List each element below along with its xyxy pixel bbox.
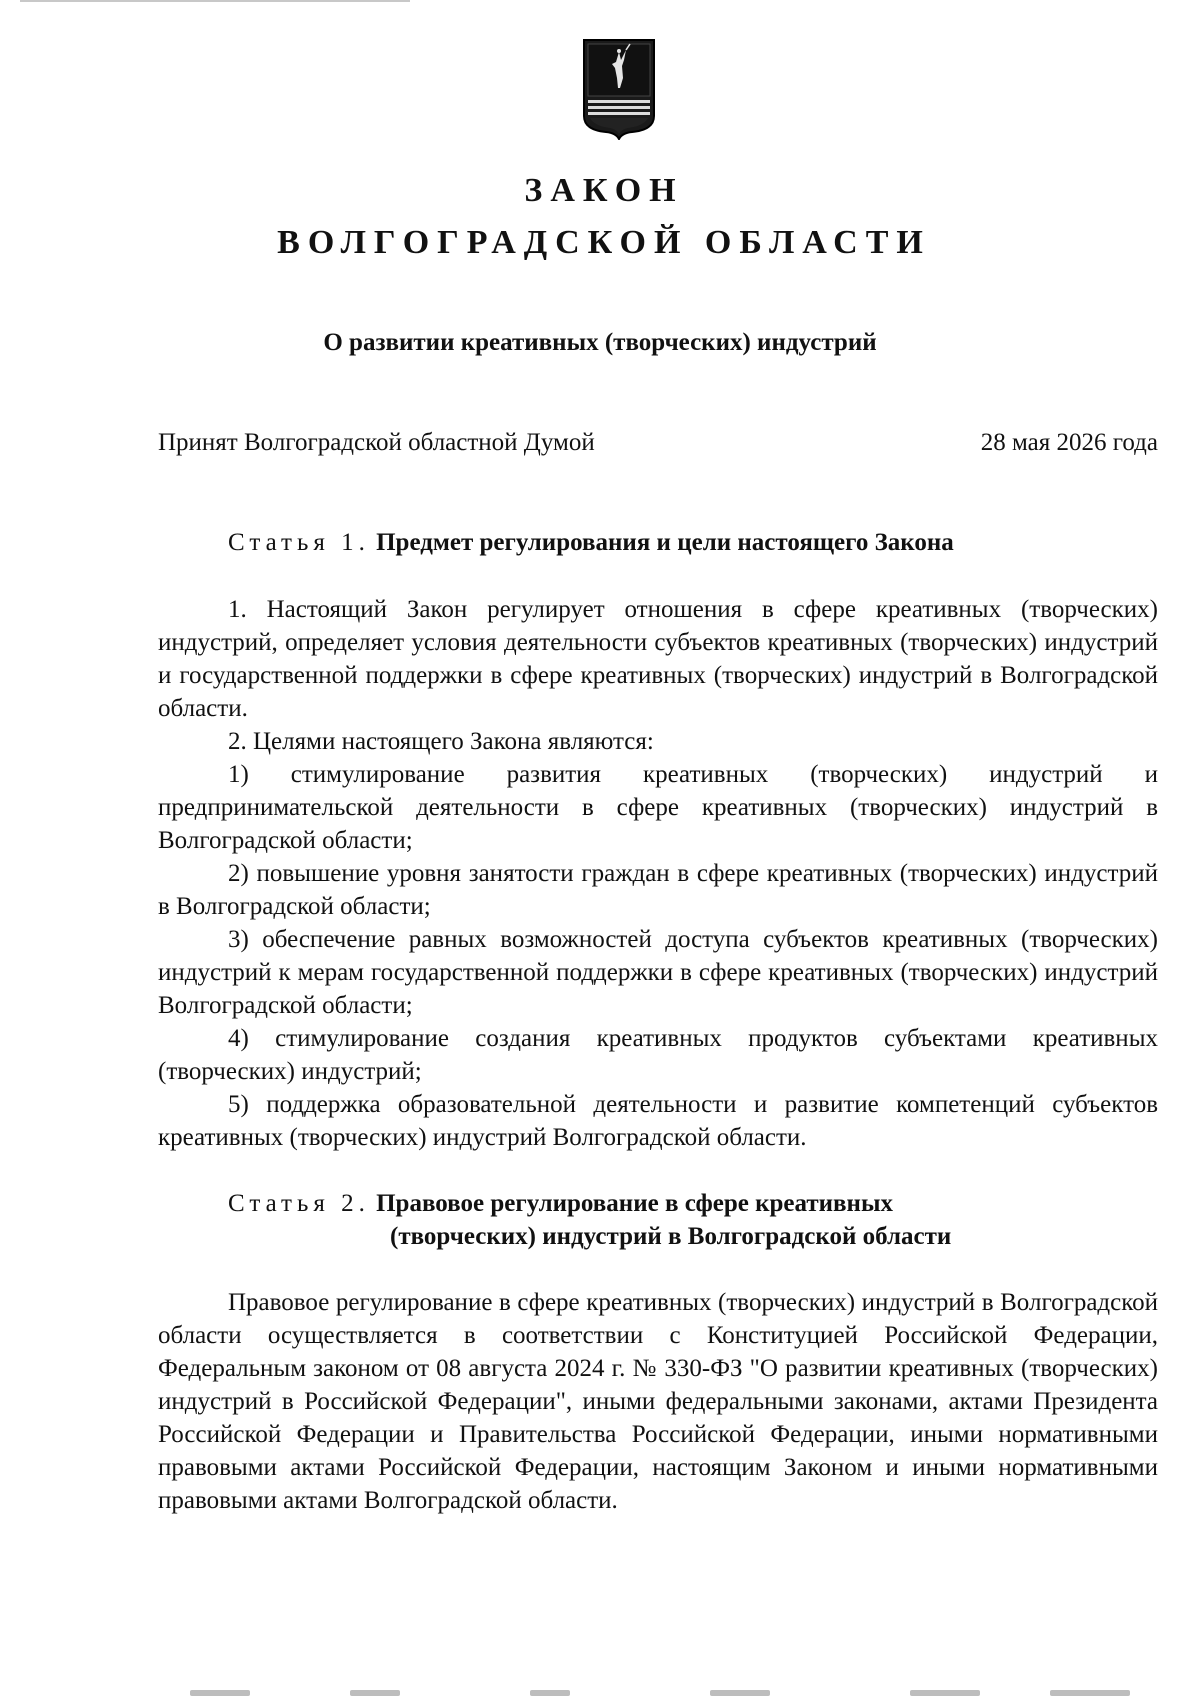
adoption-info: [158, 426, 1158, 460]
volgograd-coat-of-arms-icon: [582, 38, 656, 140]
law-subject: О развитии креативных (творческих) индустрий: [323, 329, 877, 356]
adopted-date: 28 мая 2026 года: [980, 429, 1158, 456]
text-fragment: [530, 1690, 570, 1696]
cut-off-next-line: [150, 1690, 1150, 1700]
article-1-paragraph: 1. Настоящий Закон регулирует отношения в сфере креативных (творческих) индустрий, определяет условия деятельности субъектов креативных (творческих) индустрий и государственной поддержки в сфере креативных (творческих) индустрий в Волгоградской области.: [158, 596, 1158, 722]
article-1-paragraph: 4) стимулирование создания креативных продуктов субъектами креативных (творческих) индустрий;: [158, 1025, 1158, 1085]
text-fragment: [350, 1690, 400, 1696]
article-2-heading: [228, 1187, 951, 1253]
article-2-label: Статья 2.: [228, 1190, 370, 1217]
article-1-paragraph: 5) поддержка образовательной деятельности и развитие компетенций субъектов креативных (творческих) индустрий Волгоградской области.: [158, 1091, 1158, 1151]
text-fragment: [190, 1690, 250, 1696]
title-law: ЗАКОН: [524, 172, 684, 209]
article-1-paragraph: 2. Целями настоящего Закона являются:: [228, 728, 654, 755]
text-fragment: [910, 1690, 980, 1696]
law-title: [0, 166, 1200, 268]
article-1-paragraph: 1) стимулирование развития креативных (творческих) индустрий и предпринимательской деятельности в сфере креативных (творческих) индустрий в Волгоградской области;: [158, 761, 1158, 854]
article-1-title: Предмет регулирования и цели настоящего Закона: [376, 529, 954, 556]
article-1-paragraph: 3) обеспечение равных возможностей доступа субъектов креативных (творческих) индустрий к мерам государственной поддержки в сфере креативных (творческих) индустрий Волгоградской области;: [158, 926, 1158, 1019]
article-2-title-line2: (творческих) индустрий в Волгоградской области: [390, 1223, 952, 1250]
article-2-title-line1: Правовое регулирование в сфере креативных: [376, 1190, 893, 1217]
scan-edge-rule: [20, 0, 410, 2]
article-2-paragraph: Правовое регулирование в сфере креативных (творческих) индустрий в Волгоградской области осуществляется в соответствии с Конституцией Российской Федерации, Федеральным законом от 08 августа 2024 г. № 330-ФЗ "О развитии креативных (творческих) индустрий в Российской Федерации", иными федеральными законами, актами Президента Российской Федерации и Правительства Российской Федерации, иными нормативными правовыми актами Российской Федерации, настоящим Законом и иными нормативными правовыми актами Волгоградской области.: [158, 1289, 1158, 1514]
article-1-body: [158, 593, 1158, 1154]
title-region: ВОЛГОГРАДСКОЙ ОБЛАСТИ: [277, 224, 931, 261]
text-fragment: [710, 1690, 770, 1696]
article-1-paragraph: 2) повышение уровня занятости граждан в сфере креативных (творческих) индустрий в Волгоградской области;: [158, 860, 1158, 920]
article-1-label: Статья 1.: [228, 529, 370, 556]
article-1-heading: [228, 526, 954, 559]
text-fragment: [1050, 1690, 1130, 1696]
article-2-body: [158, 1286, 1158, 1517]
adopted-by: Принят Волгоградской областной Думой: [158, 429, 595, 456]
